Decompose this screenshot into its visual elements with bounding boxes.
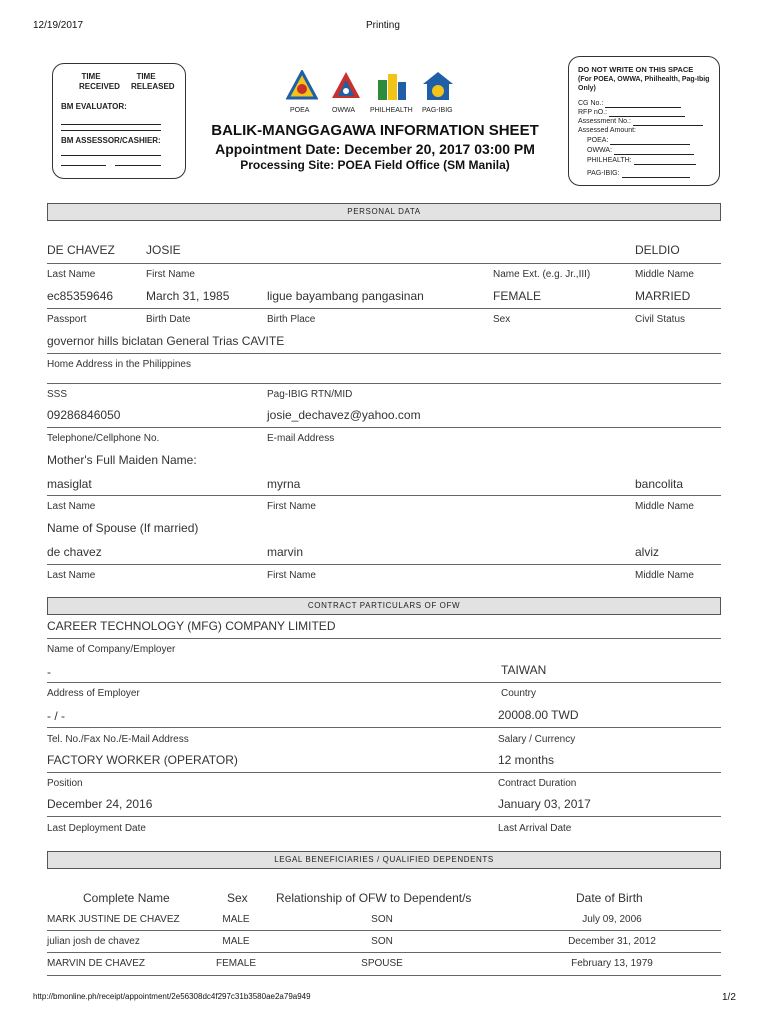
spouse-middle-value: alviz	[635, 545, 660, 559]
divider	[47, 263, 721, 264]
phone-label: Telephone/Cellphone No.	[47, 433, 160, 444]
dependent-name: MARVIN DE CHAVEZ	[47, 958, 145, 969]
divider	[47, 383, 721, 384]
pagibig-logo	[422, 70, 454, 107]
logo-label-poea: POEA	[290, 107, 310, 114]
dependent-sex: MALE	[222, 914, 250, 925]
divider	[47, 952, 721, 953]
cg-no-line	[605, 99, 681, 108]
divider	[47, 930, 721, 931]
sheet-title: BALIK-MANGGAGAWA INFORMATION SHEET	[211, 122, 539, 139]
first-name-label: First Name	[146, 269, 195, 280]
mother-middle-label: Middle Name	[635, 501, 694, 512]
philhealth-logo	[376, 70, 408, 107]
spouse-first-value: marvin	[267, 545, 304, 559]
personal-data-header: PERSONAL DATA	[47, 203, 721, 221]
poea-line	[610, 136, 690, 145]
divider	[47, 682, 721, 683]
tel-value: - / -	[47, 709, 65, 723]
pagibig-label: PAG-IBIG:	[587, 170, 620, 177]
print-title: Printing	[366, 20, 400, 31]
position-label: Position	[47, 778, 83, 789]
dependent-dob: February 13, 1979	[571, 958, 653, 969]
print-date: 12/19/2017	[33, 20, 84, 31]
col-sex: Sex	[227, 891, 248, 905]
birth-place-value: ligue bayambang pangasinan	[267, 289, 424, 303]
passport-value: ec85359646	[47, 289, 114, 303]
logo-label-philhealth: PHILHEALTH	[370, 107, 413, 114]
owwa-line	[614, 146, 694, 155]
philhealth-row	[587, 156, 696, 165]
mother-first-label: First Name	[267, 501, 316, 512]
pagibig-rtn-label: Pag-IBIG RTN/MID	[267, 389, 353, 400]
salary-value: 20008.00 TWD	[498, 708, 579, 722]
phone-value: 09286846050	[47, 408, 121, 422]
position-value: FACTORY WORKER (OPERATOR)	[47, 753, 238, 767]
rfp-no-row	[578, 108, 685, 117]
divider	[47, 495, 721, 496]
col-relationship: Relationship of OFW to Dependent/s	[276, 891, 472, 905]
dependent-sex: MALE	[222, 936, 250, 947]
logo-label-pagibig: PAG-IBIG	[422, 107, 453, 114]
poea-row	[587, 136, 690, 145]
sex-label: Sex	[493, 314, 511, 325]
dependent-dob: July 09, 2006	[582, 914, 642, 925]
last-arrival-label: Last Arrival Date	[498, 823, 572, 834]
spouse-last-label: Last Name	[47, 570, 96, 581]
poea-logo	[286, 70, 318, 107]
appointment-date: Appointment Date: December 20, 2017 03:00 PM	[215, 141, 535, 157]
name-ext-label: Name Ext. (e.g. Jr.,III)	[493, 269, 591, 280]
divider	[47, 975, 721, 976]
civil-status-value: MARRIED	[635, 289, 691, 303]
assessment-no-row	[578, 117, 703, 126]
mother-last-label: Last Name	[47, 501, 96, 512]
email-label: E-mail Address	[267, 433, 335, 444]
birth-date-label: Birth Date	[146, 314, 191, 325]
civil-status-label: Civil Status	[635, 314, 686, 325]
divider	[47, 427, 721, 428]
dependent-name: julian josh de chavez	[47, 936, 140, 947]
assessment-no-line	[633, 117, 703, 126]
assessor-line-3	[115, 165, 161, 166]
dependent-relationship: SON	[371, 936, 393, 947]
assessor-line-2	[61, 165, 106, 166]
birth-place-label: Birth Place	[267, 314, 316, 325]
birth-date-value: March 31, 1985	[146, 289, 230, 303]
office-use-title: DO NOT WRITE ON THIS SPACE	[578, 65, 694, 74]
salary-label: Salary / Currency	[498, 734, 576, 745]
employer-address-label: Address of Employer	[47, 688, 140, 699]
bm-evaluator-label: BM EVALUATOR:	[61, 102, 127, 111]
dependent-sex: FEMALE	[215, 958, 256, 969]
divider	[47, 816, 721, 817]
dependent-relationship: SON	[371, 914, 393, 925]
cg-no-label: CG No.:	[578, 100, 604, 107]
duration-value: 12 months	[498, 753, 555, 767]
beneficiaries-header: LEGAL BENEFICIARIES / QUALIFIED DEPENDENTS	[47, 851, 721, 869]
tel-label: Tel. No./Fax No./E-Mail Address	[47, 734, 189, 745]
email-value: josie_dechavez@yahoo.com	[267, 408, 421, 422]
contract-header: CONTRACT PARTICULARS OF OFW	[47, 597, 721, 615]
dependent-dob: December 31, 2012	[568, 936, 656, 947]
owwa-row	[587, 146, 694, 155]
company-value: CAREER TECHNOLOGY (MFG) COMPANY LIMITED	[47, 619, 336, 633]
col-dob: Date of Birth	[576, 891, 643, 905]
cg-no-row	[578, 99, 681, 108]
company-label: Name of Company/Employer	[47, 644, 176, 655]
last-name-value: DE CHAVEZ	[47, 243, 115, 257]
dependent-relationship: SPOUSE	[361, 958, 403, 969]
processing-site: Processing Site: POEA Field Office (SM Manila)	[240, 158, 510, 172]
bm-assessor-label: BM ASSESSOR/CASHIER:	[61, 136, 161, 145]
sex-value: FEMALE	[493, 289, 542, 303]
spouse-middle-label: Middle Name	[635, 570, 694, 581]
owwa-logo	[330, 70, 362, 107]
pagibig-row	[587, 169, 690, 178]
country-value: TAIWAN	[501, 663, 547, 677]
page-number: 1/2	[722, 992, 736, 1003]
last-name-label: Last Name	[47, 269, 96, 280]
divider	[47, 638, 721, 639]
divider	[47, 772, 721, 773]
time-released-label: TIME RELEASED	[131, 72, 175, 91]
evaluator-line-2	[61, 130, 161, 131]
home-address-label: Home Address in the Philippines	[47, 359, 191, 370]
last-deployment-value: December 24, 2016	[47, 797, 153, 811]
divider	[47, 353, 721, 354]
home-address-value: governor hills biclatan General Trias CAVITE	[47, 334, 285, 348]
mother-last-value: masiglat	[47, 477, 92, 491]
last-arrival-value: January 03, 2017	[498, 797, 591, 811]
time-box	[52, 63, 186, 179]
first-name-value: JOSIE	[146, 243, 181, 257]
rfp-no-line	[609, 108, 685, 117]
sss-label: SSS	[47, 389, 68, 400]
dependent-name: MARK JUSTINE DE CHAVEZ	[47, 914, 180, 925]
divider	[47, 564, 721, 565]
time-received-label: TIME RECEIVED	[79, 72, 120, 91]
divider	[47, 308, 721, 309]
country-label: Country	[501, 688, 537, 699]
mother-maiden-title: Mother's Full Maiden Name:	[47, 453, 197, 467]
divider	[47, 727, 721, 728]
mother-middle-value: bancolita	[635, 477, 684, 491]
assessment-no-label: Assessment No.:	[578, 118, 631, 125]
assessor-line-1	[61, 155, 161, 156]
col-complete-name: Complete Name	[83, 891, 170, 905]
office-use-subtitle: (For POEA, OWWA, Philhealth, Pag-Ibig Only)	[578, 76, 710, 92]
evaluator-line-1	[61, 124, 161, 125]
owwa-label: OWWA:	[587, 147, 613, 154]
pagibig-line	[622, 169, 690, 178]
duration-label: Contract Duration	[498, 778, 577, 789]
middle-name-label: Middle Name	[635, 269, 694, 280]
spouse-title: Name of Spouse (If married)	[47, 521, 199, 535]
rfp-no-label: RFP nO.:	[578, 109, 608, 116]
philhealth-label: PHILHEALTH:	[587, 157, 632, 164]
passport-label: Passport	[47, 314, 87, 325]
spouse-first-label: First Name	[267, 570, 316, 581]
assessed-amount-label: Assessed Amount:	[578, 127, 636, 134]
poea-label: POEA:	[587, 137, 609, 144]
logo-label-owwa: OWWA	[332, 107, 356, 114]
philhealth-line	[634, 156, 696, 165]
spouse-last-value: de chavez	[47, 545, 102, 559]
mother-first-value: myrna	[267, 477, 301, 491]
middle-name-value: DELDIO	[635, 243, 680, 257]
last-deployment-label: Last Deployment Date	[47, 823, 146, 834]
employer-address-value: -	[47, 665, 51, 679]
office-use-box	[568, 56, 720, 186]
print-url[interactable]: http://bmonline.ph/receipt/appointment/2e56308dc4f297c31b3580ae2a79a949	[33, 992, 311, 1001]
